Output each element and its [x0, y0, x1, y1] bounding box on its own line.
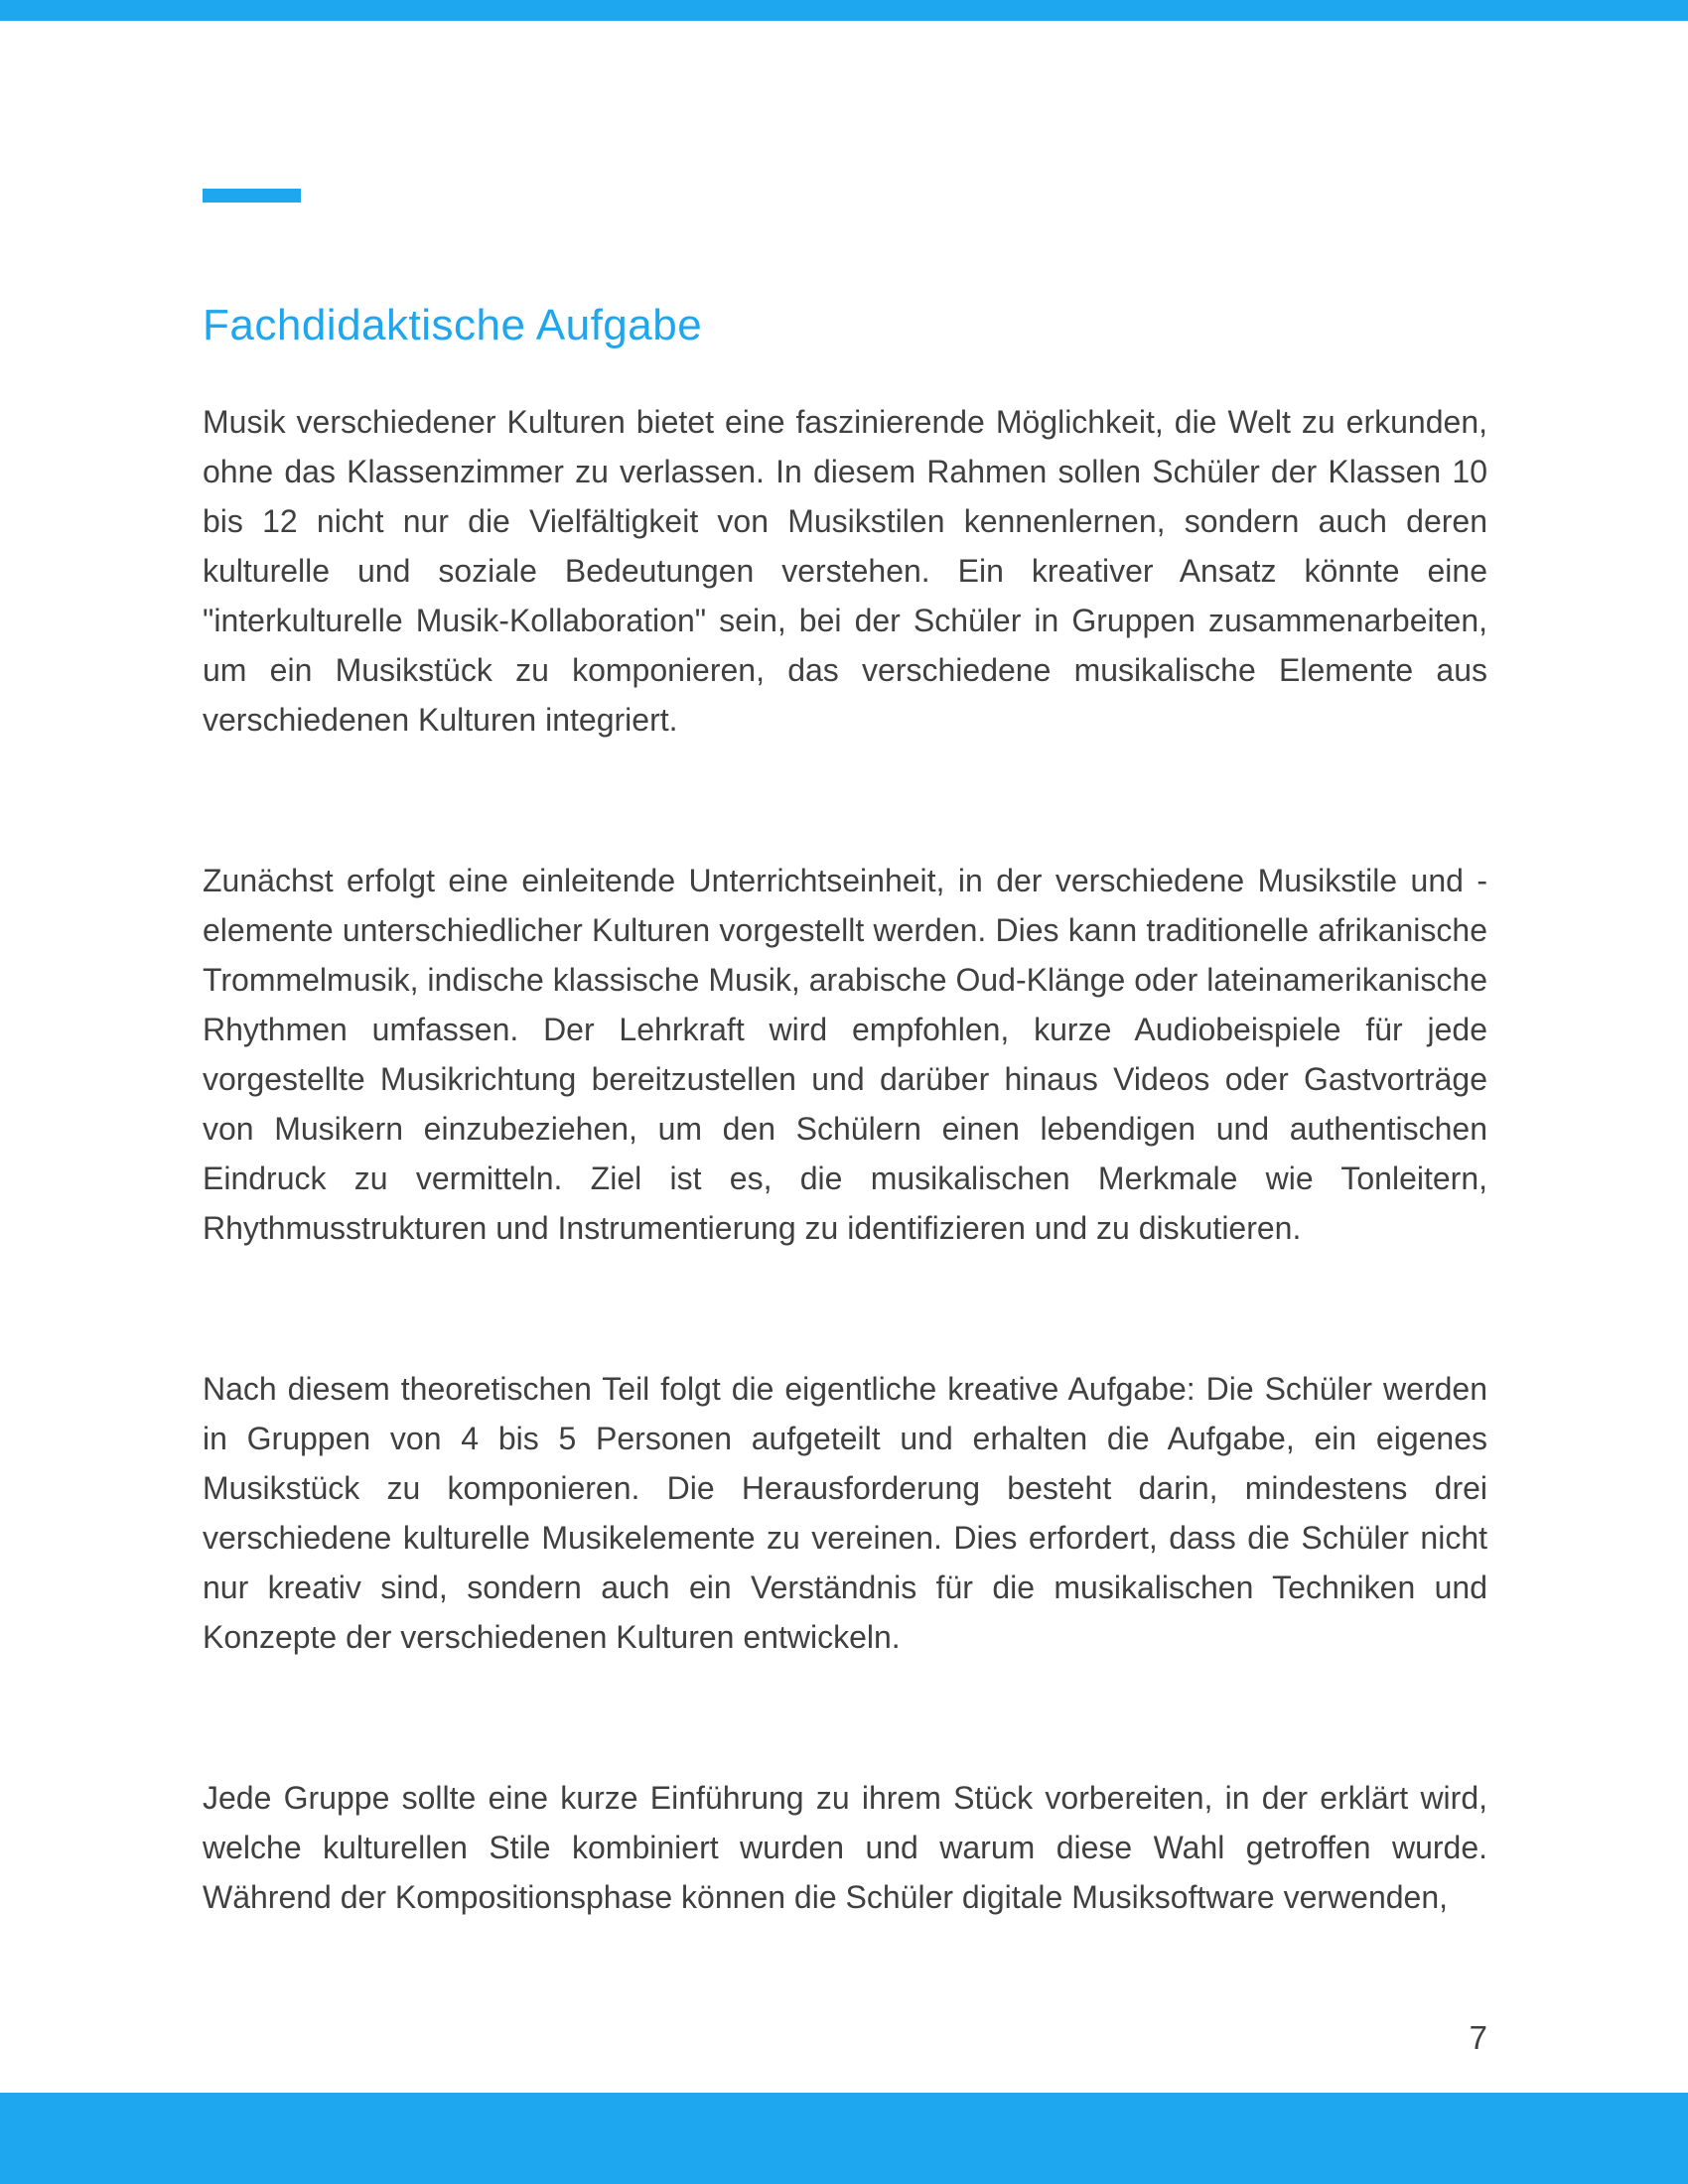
body-paragraph: Jede Gruppe sollte eine kurze Einführung zu ihrem Stück vorbereiten, in der erklärt wird, welche kulturellen Stile kombiniert wurden und warum diese Wahl getroffen wurde. Während der Kompositionsphase können die Schüler digitale Musiksoftware verwenden, — [203, 1780, 1487, 1915]
body-paragraph: Musik verschiedener Kulturen bietet eine faszinierende Möglichkeit, die Welt zu erkunden, ohne das Klassenzimmer zu verlassen. In diesem Rahmen sollen Schüler der Klassen 10 bis 12 nicht nur die Vielfältigkeit von Musikstilen kennenlernen, sondern auch deren kulturelle und soziale Bedeutungen verstehen. Ein kreativer Ansatz könnte eine "interkulturelle Musik-Kollaboration" sein, bei der Schüler in Gruppen zusammenarbeiten, um ein Musikstück zu komponieren, das verschiedene musikalische Elemente aus verschiedenen Kulturen integriert. — [203, 404, 1487, 738]
body-paragraph: Zunächst erfolgt eine einleitende Unterrichtseinheit, in der verschiedene Musikstile und -elemente unterschiedlicher Kulturen vorgestellt werden. Dies kann traditionelle afrikanische Trommelmusik, indische klassische Musik, arabische Oud-Klänge oder lateinamerikanische Rhythmen umfassen. Der Lehrkraft wird empfohlen, kurze Audiobeispiele für jede vorgestellte Musikrichtung bereitzustellen und darüber hinaus Videos oder Gastvorträge von Musikern einzubeziehen, um den Schülern einen lebendigen und authentischen Eindruck zu vermitteln. Ziel ist es, die musikalischen Merkmale wie Tonleitern, Rhythmusstrukturen und Instrumentierung zu identifizieren und zu diskutieren. — [203, 863, 1487, 1246]
bottom-accent-bar — [0, 2093, 1688, 2184]
page-title: Fachdidaktische Aufgabe — [203, 301, 703, 349]
body-paragraph: Nach diesem theoretischen Teil folgt die eigentliche kreative Aufgabe: Die Schüler werden in Gruppen von 4 bis 5 Personen aufgeteilt und erhalten die Aufgabe, ein eigenes Musikstück zu komponieren. Die Herausforderung besteht darin, mindestens drei verschiedene kulturelle Musikelemente zu vereinen. Dies erfordert, dass die Schüler nicht nur kreativ sind, sondern auch ein Verständnis für die musikalischen Techniken und Konzepte der verschiedenen Kulturen entwickeln. — [203, 1371, 1487, 1655]
page-content — [203, 0, 1487, 1922]
body-text — [203, 397, 1487, 1922]
page-number: 7 — [1469, 2019, 1487, 2056]
